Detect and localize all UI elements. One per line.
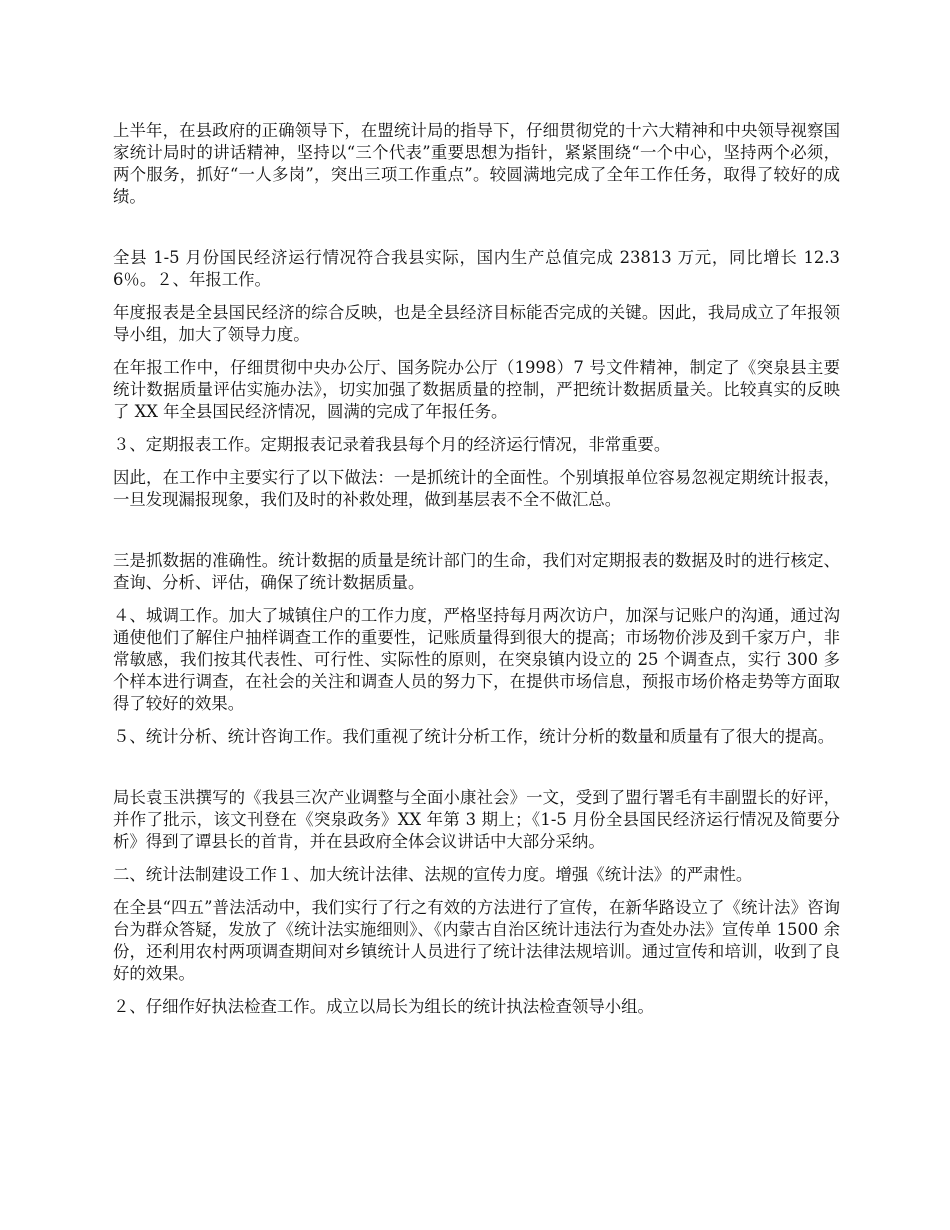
paragraph-legal-construction: 二、统计法制建设工作１、加大统计法律、法规的宣传力度。增强《统计法》的严肃性。 bbox=[113, 865, 753, 884]
paragraph-annual-report-quality: 在年报工作中，仔细贯彻中央办公厅、国务院办公厅（1998）7 号文件精神，制定了《突泉县主要统计数据质量评估实施办法》，切实加强了数据质量的控制，严把统计数据质量关。比较真实的反映了 XX 年全县国民经济情况，圆满的完成了年报任务。 bbox=[113, 358, 840, 421]
document-body bbox=[113, 120, 840, 1029]
paragraph-intro: 上半年，在县政府的正确领导下，在盟统计局的指导下，仔细贯彻党的十六大精神和中央领导视察国家统计局时的讲话精神，坚持以“三个代表”重要思想为指针，紧紧围绕“一个中心，坚持两个必须，两个服务，抓好“一人多岗”，突出三项工作重点”。较圆满地完成了全年工作任务，取得了较好的成绩。 bbox=[113, 121, 840, 206]
paragraph-law-publicity: 在全县“四五”普法活动中，我们实行了行之有效的方法进行了宣传，在新华路设立了《统计法》咨询台为群众答疑，发放了《统计法实施细则》、《内蒙古自治区统计违法行为查处办法》宣传单 1500 余份，还利用农村两项调查期间对乡镇统计人员进行了统计法律法规培训。通过宣传和培训，收到了良好的效果。 bbox=[113, 898, 840, 983]
paragraph-urban-survey: ４、城调工作。加大了城镇住户的工作力度，严格坚持每月两次访户，加深与记账户的沟通，通过沟通使他们了解住户抽样调查工作的重要性，记账质量得到很大的提高；市场物价涉及到千家万户，非常敏感，我们按其代表性、可行性、实际性的原则，在突泉镇内设立的 25 个调查点，实行 300 多个样本进行调查，在社会的关注和调查人员的努力下，在提供市场信息，预报市场价格走势等方面取得了较好的效果。 bbox=[113, 606, 840, 713]
paragraph-data-accuracy: 三是抓数据的准确性。统计数据的质量是统计部门的生命，我们对定期报表的数据及时的进行核定、查询、分析、评估，确保了统计数据质量。 bbox=[113, 551, 840, 592]
paragraph-gdp-annual-report: 全县 1-5 月份国民经济运行情况符合我县实际，国内生产总值完成 23813 万元，同比增长 12.36％。２、年报工作。 bbox=[113, 248, 840, 289]
paragraph-annual-report-leadership: 年度报表是全县国民经济的综合反映，也是全县经济目标能否完成的关键。因此，我局成立了年报领导小组，加大了领导力度。 bbox=[113, 303, 840, 344]
paragraph-periodic-reports: ３、定期报表工作。定期报表记录着我县每个月的经济运行情况，非常重要。 bbox=[113, 435, 671, 454]
paragraph-law-enforcement: ２、仔细作好执法检查工作。成立以局长为组长的统计执法检查领导小组。 bbox=[113, 997, 654, 1016]
paragraph-statistical-analysis: ５、统计分析、统计咨询工作。我们重视了统计分析工作，统计分析的数量和质量有了很大的提高。 bbox=[113, 727, 835, 746]
paragraph-director-article: 局长袁玉洪撰写的《我县三次产业调整与全面小康社会》一文，受到了盟行署毛有丰副盟长的好评，并作了批示，该文刊登在《突泉政务》XX 年第 3 期上；《1-5 月份全县国民经济运行情况及简要分析》得到了谭县长的首肯，并在县政府全体会议讲话中大部分采纳。 bbox=[113, 788, 840, 851]
paragraph-periodic-reports-methods: 因此，在工作中主要实行了以下做法：一是抓统计的全面性。个别填报单位容易忽视定期统计报表，一旦发现漏报现象，我们及时的补救处理，做到基层表不全不做汇总。 bbox=[113, 468, 840, 509]
